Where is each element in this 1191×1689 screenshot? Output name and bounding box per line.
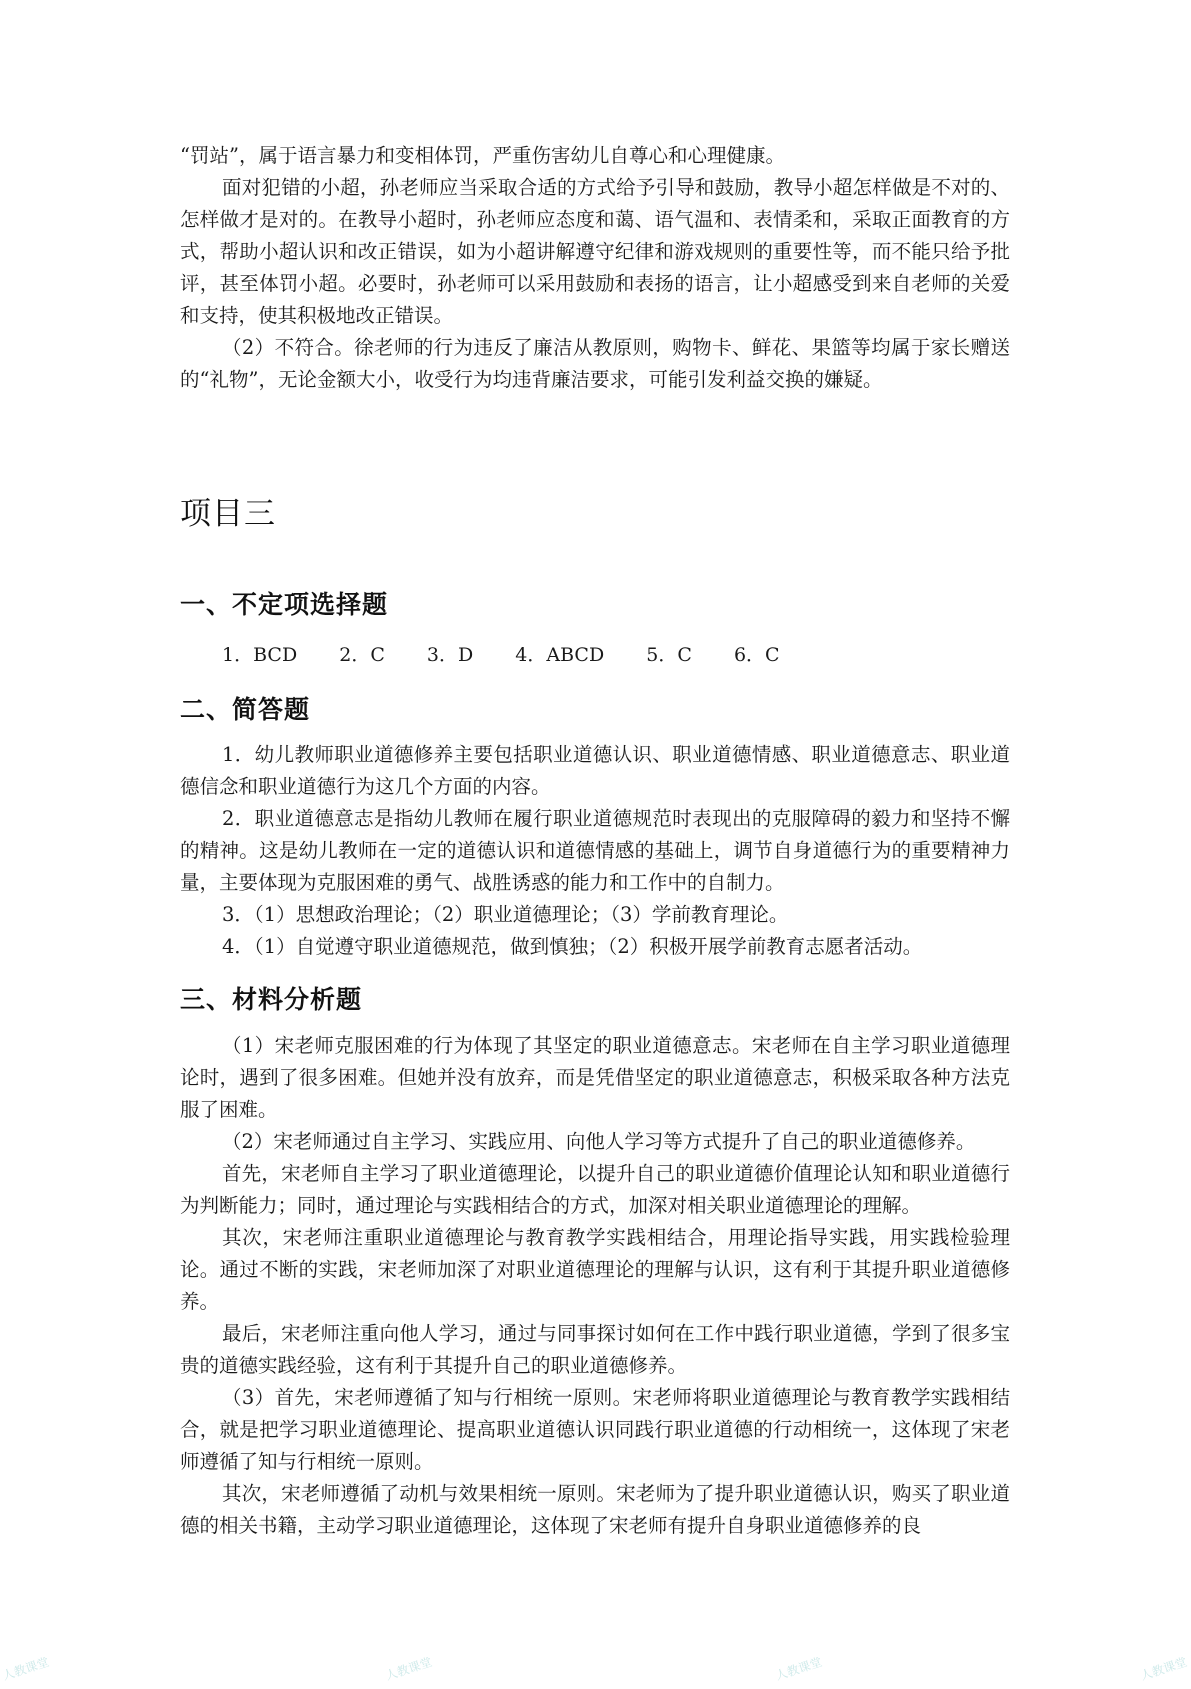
answer-list <box>222 639 816 671</box>
answer-item: 1．BCD <box>222 644 298 666</box>
short-answer-body <box>180 739 1010 963</box>
watermark-logo: 人教课堂 <box>1138 1654 1189 1684</box>
answer-item: 6．C <box>733 644 780 666</box>
paragraph: （2）不符合。徐老师的行为违反了廉洁从教原则，购物卡、鲜花、果篮等均属于家长赠送的“礼物”，无论金额大小，收受行为均违背廉洁要求，可能引发利益交换的嫌疑。 <box>180 336 1010 391</box>
section-title-multiple-choice: 一、不定项选择题 <box>180 590 389 619</box>
paragraph: 面对犯错的小超，孙老师应当采取合适的方式给予引导和鼓励，教导小超怎样做是不对的、怎样做才是对的。在教导小超时，孙老师应态度和蔼、语气温和、表情柔和，采取正面教育的方式，帮助小超认识和改正错误，如为小超讲解遵守纪律和游戏规则的重要性等，而不能只给予批评，甚至体罚小超。必要时，孙老师可以采用鼓励和表扬的语言，让小超感受到来自老师的关爱和支持，使其积极地改正错误。 <box>180 176 1010 327</box>
paragraph: 首先，宋老师自主学习了职业道德理论，以提升自己的职业道德价值理论认知和职业道德行为判断能力；同时，通过理论与实践相结合的方式，加深对相关职业道德理论的理解。 <box>180 1162 1010 1217</box>
paragraph: 2．职业道德意志是指幼儿教师在履行职业道德规范时表现出的克服障碍的毅力和坚持不懈的精神。这是幼儿教师在一定的道德认识和道德情感的基础上，调节自身道德行为的重要精神力量，主要体现为克服困难的勇气、战胜诱惑的能力和工作中的自制力。 <box>180 807 1010 894</box>
top-continuation <box>180 140 1010 396</box>
paragraph: 其次，宋老师遵循了动机与效果相统一原则。宋老师为了提升职业道德认识，购买了职业道德的相关书籍，主动学习职业道德理论，这体现了宋老师有提升自身职业道德修养的良 <box>180 1482 1010 1537</box>
paragraph: （3）首先，宋老师遵循了知与行相统一原则。宋老师将职业道德理论与教育教学实践相结合，就是把学习职业道德理论、提高职业道德认识同践行职业道德的行动相统一，这体现了宋老师遵循了知与行相统一原则。 <box>180 1386 1010 1473</box>
paragraph: “罚站”，属于语言暴力和变相体罚，严重伤害幼儿自尊心和心理健康。 <box>180 144 785 167</box>
paragraph: 其次，宋老师注重职业道德理论与教育教学实践相结合，用理论指导实践，用实践检验理论。通过不断的实践，宋老师加深了对职业道德理论的理解与认识，这有利于其提升职业道德修养。 <box>180 1226 1010 1313</box>
watermark-logo: 人教课堂 <box>383 1654 434 1684</box>
paragraph: 1．幼儿教师职业道德修养主要包括职业道德认识、职业道德情感、职业道德意志、职业道德信念和职业道德行为这几个方面的内容。 <box>180 743 1010 798</box>
answer-item: 5．C <box>646 644 692 666</box>
project-title: 项目三 <box>180 496 276 532</box>
watermark-logo: 人教课堂 <box>773 1654 824 1684</box>
watermark-logo: 人教课堂 <box>0 1654 51 1684</box>
material-analysis-body <box>180 1030 1010 1542</box>
paragraph: 3．（1）思想政治理论；（2）职业道德理论；（3）学前教育理论。 <box>222 903 789 926</box>
paragraph: 最后，宋老师注重向他人学习，通过与同事探讨如何在工作中践行职业道德，学到了很多宝贵的道德实践经验，这有利于其提升自己的职业道德修养。 <box>180 1322 1010 1377</box>
paragraph: 4．（1）自觉遵守职业道德规范，做到慎独；（2）积极开展学前教育志愿者活动。 <box>222 935 923 958</box>
paragraph: （1）宋老师克服困难的行为体现了其坚定的职业道德意志。宋老师在自主学习职业道德理论时，遇到了很多困难。但她并没有放弃，而是凭借坚定的职业道德意志，积极采取各种方法克服了困难。 <box>180 1034 1010 1121</box>
answer-item: 2．C <box>339 644 385 666</box>
section-title-short-answer: 二、简答题 <box>180 695 311 724</box>
section-title-material-analysis: 三、材料分析题 <box>180 985 363 1014</box>
paragraph: （2）宋老师通过自主学习、实践应用、向他人学习等方式提升了自己的职业道德修养。 <box>222 1130 976 1153</box>
answer-item: 4．ABCD <box>515 644 605 666</box>
answer-item: 3．D <box>426 644 474 666</box>
